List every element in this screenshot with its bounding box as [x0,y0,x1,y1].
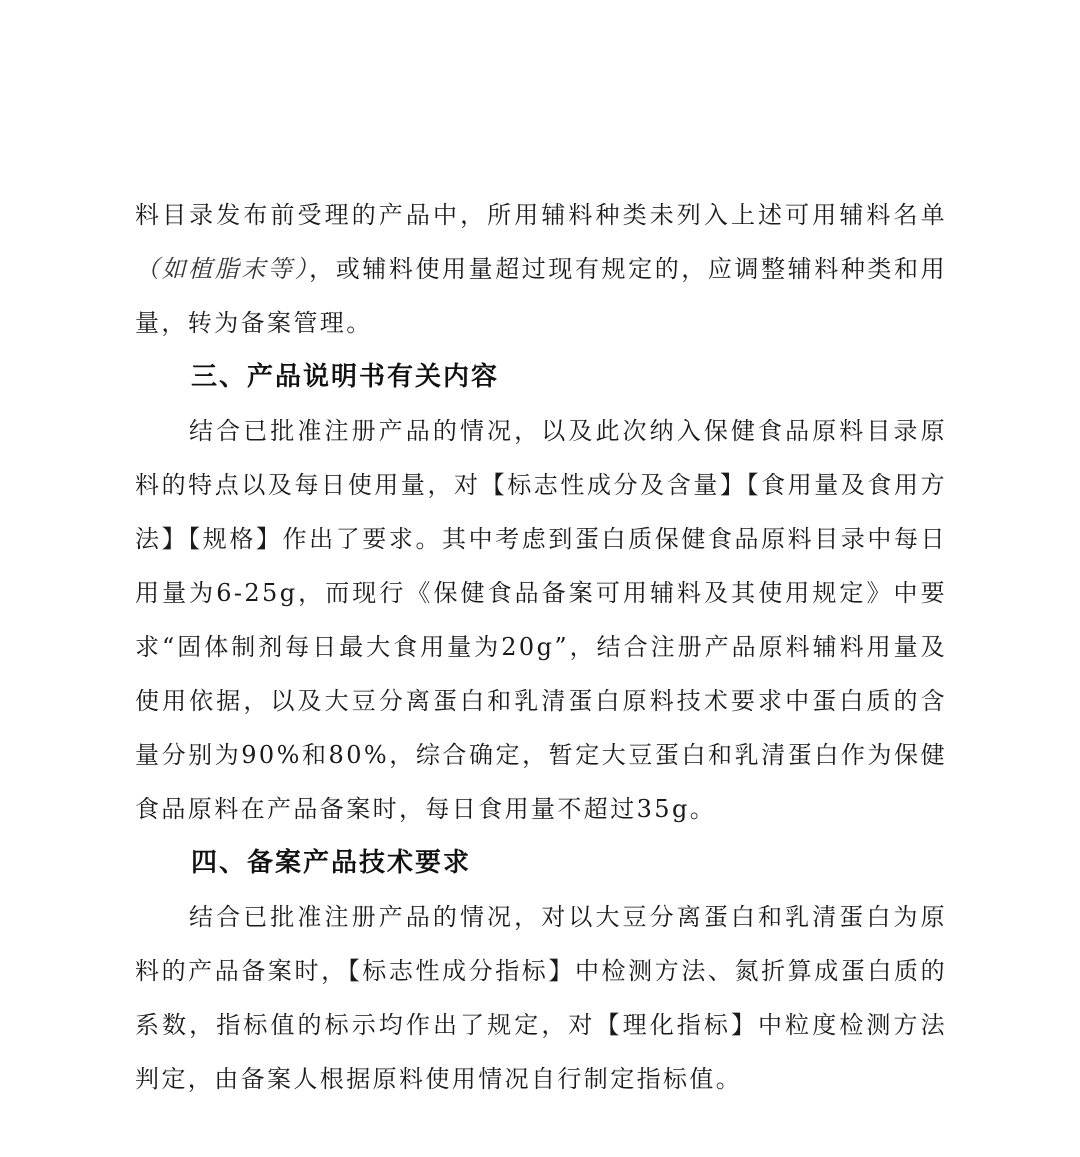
paragraph-continuation [135,188,947,350]
paragraph-text: 料目录发布前受理的产品中，所用辅料种类未列入上述可用辅料名单 [135,201,947,229]
section-heading-3: 三、产品说明书有关内容 [191,362,500,392]
paragraph-text: ，或辅料使用量超过现有规定的，应调整辅料种类和用量，转为备案管理。 [135,255,947,337]
paragraph-instructions: 结合已批准注册产品的情况，以及此次纳入保健食品原料目录原料的特点以及每日使用量，对【标志性成分及含量】【食用量及食用方法】【规格】作出了要求。其中考虑到蛋白质保健食品原料目录中每日用量为6-25g，而现行《保健食品备案可用辅料及其使用规定》中要求“固体制剂每日最大食用量为20g”，结合注册产品原料辅料用量及使用依据，以及大豆分离蛋白和乳清蛋白原料技术要求中蛋白质的含量分别为90%和80%，综合确定，暂定大豆蛋白和乳清蛋白作为保健食品原料在产品备案时，每日食用量不超过35g。 [135,417,947,823]
section-heading-4: 四、备案产品技术要求 [191,848,472,878]
document-body [135,188,947,1106]
paragraph-technical-requirements: 结合已批准注册产品的情况，对以大豆分离蛋白和乳清蛋白为原料的产品备案时，【标志性成分指标】中检测方法、氮折算成蛋白质的系数，指标值的标示均作出了规定，对【理化指标】中粒度检测方法判定，由备案人根据原料使用情况自行制定指标值。 [135,903,947,1093]
paragraph-italic-example: （如植脂末等） [135,255,310,283]
